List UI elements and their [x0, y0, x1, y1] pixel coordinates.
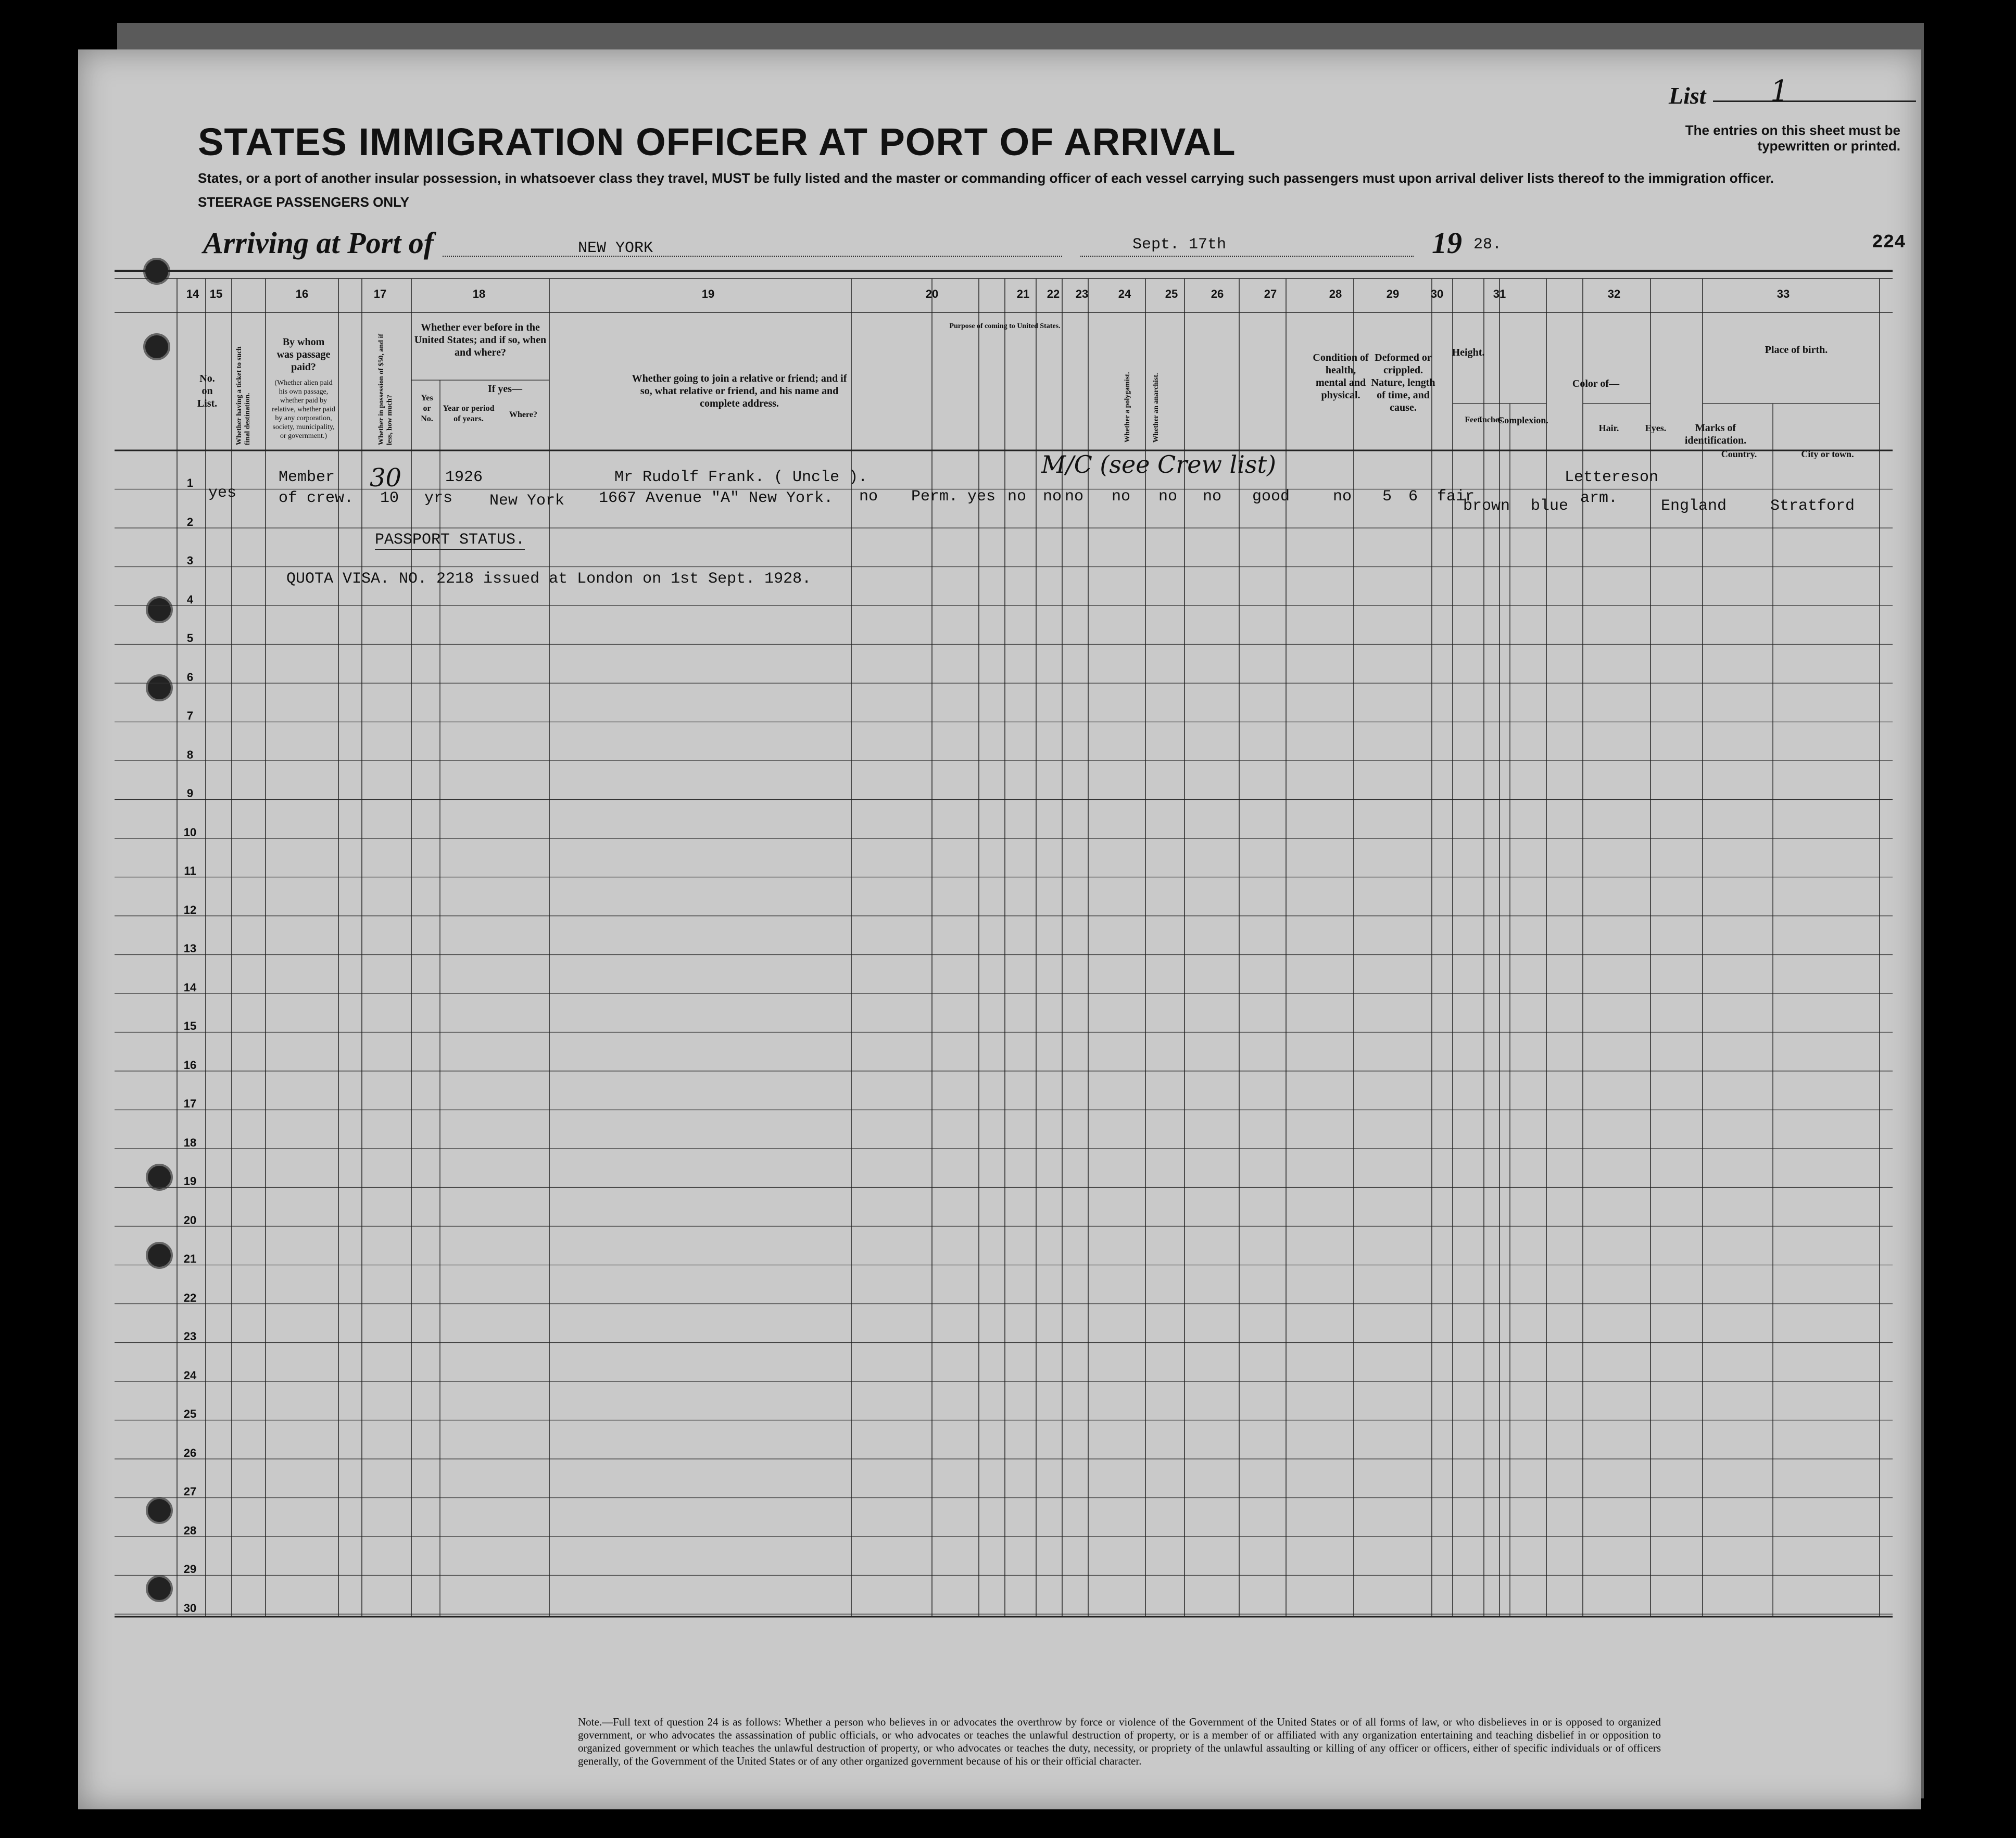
row-number: 23	[183, 1330, 197, 1343]
col-num-16: 16	[295, 287, 309, 300]
row-number: 18	[183, 1136, 197, 1149]
sheet-number: 224	[1872, 232, 1906, 253]
entry-eyes: blue	[1531, 497, 1569, 515]
entry-paid-by-line2: of crew.	[279, 489, 354, 507]
arriving-label: Arriving at Port of	[203, 226, 434, 260]
row-number: 1	[186, 476, 194, 489]
entry-col22: no	[1043, 488, 1062, 506]
col-num-28: 28	[1329, 287, 1342, 300]
row-number: 21	[183, 1252, 197, 1265]
entry-feet: 5	[1382, 488, 1392, 506]
col-num-33: 33	[1776, 287, 1790, 300]
entry-yrs: yrs	[424, 489, 453, 507]
header-passage-note: (Whether alien paid his own passage, whether paid by relative, whether paid by any corporation, society, municipality, or government.)	[272, 379, 335, 440]
header-ticket: Whether having a ticket to such final destination.	[235, 346, 251, 445]
entry-relative-line1: Mr Rudolf Frank. ( Uncle ).	[614, 469, 868, 486]
header-yes-no: Yes or No.	[421, 394, 433, 423]
row-number: 27	[183, 1485, 197, 1498]
row-number: 22	[183, 1291, 197, 1304]
row-number: 15	[183, 1019, 197, 1033]
col-num-17: 17	[373, 287, 387, 300]
list-number: 1	[1770, 74, 1789, 108]
header-relative-friend: Whether going to join a relative or friend; and if so, what relative or friend, and his name and complete address.	[632, 373, 847, 409]
header-health: Condition of health, mental and physical.	[1313, 352, 1369, 401]
header-place-of-birth: Place of birth.	[1765, 344, 1828, 356]
row-number: 17	[183, 1097, 197, 1110]
entry-col26: no	[1203, 488, 1222, 506]
row-number: 10	[183, 825, 197, 839]
row-number: 12	[183, 903, 197, 916]
row-number: 8	[186, 748, 194, 761]
row-number: 19	[183, 1175, 197, 1188]
row-number: 7	[186, 709, 194, 722]
row-number: 2	[186, 515, 194, 528]
col-num-31: 31	[1493, 287, 1506, 300]
header-anarchist: Whether an anarchist.	[1152, 373, 1160, 443]
header-deformed: Deformed or crippled. Nature, length of time, and cause.	[1371, 352, 1435, 413]
row-number: 11	[184, 864, 196, 877]
row-number: 26	[183, 1446, 197, 1459]
col-num-29: 29	[1386, 287, 1400, 300]
col-num-30: 30	[1430, 287, 1444, 300]
row-number: 5	[186, 632, 194, 645]
col-num-20: 20	[925, 287, 939, 300]
entry-hair: brown	[1463, 497, 1510, 515]
header-inches: Inches.	[1479, 416, 1505, 424]
entry-country: England	[1661, 497, 1727, 515]
header-complexion: Complexion.	[1497, 415, 1548, 425]
entry-col20-c: yes	[967, 488, 996, 506]
steerage-label: STEERAGE PASSENGERS ONLY	[198, 194, 409, 210]
row-number: 13	[183, 942, 197, 955]
header-country: Country.	[1721, 449, 1757, 459]
entry-money-handwritten: 30	[370, 463, 402, 493]
entry-year: 1926	[445, 469, 483, 486]
row-number: 14	[183, 980, 197, 994]
row-number: 6	[186, 670, 194, 684]
header-eyes: Eyes.	[1645, 423, 1667, 433]
entry-marks-line2: arm.	[1580, 489, 1618, 507]
col-num-18: 18	[472, 287, 486, 300]
col-num-23: 23	[1075, 287, 1089, 300]
entry-crew-annotation: M/C (see Crew list)	[1041, 450, 1276, 479]
col-num-14: 14	[186, 287, 199, 300]
entry-relative-line2: 1667 Avenue "A" New York.	[599, 489, 834, 507]
header-if-yes: If yes—	[487, 383, 523, 395]
form-subtitle: States, or a port of another insular possession, in whatsoever class they travel, MUST be fully listed and the master or commanding officer of each vessel carrying such passengers must upon arrival deliver lists thereof to the immigration officer.	[198, 170, 1774, 186]
entry-col21: no	[1007, 488, 1027, 506]
row-number: 3	[186, 554, 194, 567]
header-marks: Marks of identification.	[1684, 422, 1747, 446]
row-number: 30	[183, 1601, 197, 1615]
row-number: 4	[186, 593, 194, 606]
footnote-q24: Note.—Full text of question 24 is as follows: Whether a person who believes in or advocates the overthrow by force or violence of the Government of the United States or of all forms of law, or who disbelieves in or is opposed to organized government, or who advocates the assassination of public officials, or who advocates or teaches the unlawful destruction of property, or is a member of or affiliated with any organization entertaining and teaching disbelief in or opposition to organized government or which teaches the unlawful destruction of property, or who advocates or teaches the duty, necessity, or propriety of the unlawful assaulting or killing of any officer or officers, either of specific individuals or of officers generally, of the Government of the United States or of any other organized government because of his or their official character.	[578, 1716, 1661, 1767]
manifest-sheet	[78, 49, 1921, 1809]
col-num-15: 15	[209, 287, 223, 300]
entry-health: good	[1252, 488, 1290, 506]
entry-col25: no	[1158, 488, 1178, 506]
row-number: 28	[183, 1524, 197, 1537]
row-number: 9	[186, 787, 194, 800]
header-before-in-us: Whether ever before in the United States; and if so, when and where?	[414, 322, 547, 358]
col-num-25: 25	[1165, 287, 1178, 300]
row-number: 29	[183, 1563, 197, 1576]
entry-col20-a: no	[859, 488, 878, 506]
header-passage-paid: By whom was passage paid?	[276, 336, 331, 373]
list-label: List	[1669, 82, 1706, 109]
year-prefix: 19	[1432, 226, 1462, 260]
col-num-24: 24	[1118, 287, 1131, 300]
port-value: NEW YORK	[578, 240, 653, 257]
row-number: 20	[183, 1213, 197, 1227]
entry-city: Stratford	[1770, 497, 1855, 515]
col-num-32: 32	[1607, 287, 1621, 300]
header-where: Where?	[509, 410, 537, 419]
form-title: STATES IMMIGRATION OFFICER AT PORT OF ARRIVAL	[198, 120, 1236, 163]
year-suffix: 28.	[1473, 236, 1502, 254]
header-purpose: Purpose of coming to United States.	[949, 322, 1061, 330]
row-number: 16	[183, 1058, 197, 1072]
quota-visa: QUOTA VISA. NO. 2218 issued at London on 1st Sept. 1928.	[286, 570, 812, 588]
header-money: Whether in possession of $50, and if less, how much?	[377, 333, 394, 445]
header-hair: Hair.	[1598, 423, 1619, 433]
entry-col23: no	[1065, 488, 1084, 506]
entry-col24: no	[1112, 488, 1131, 506]
col-num-26: 26	[1211, 287, 1224, 300]
header-no-on-list: No. on List.	[197, 373, 218, 409]
instructions: The entries on this sheet must be typewritten or printed.	[1685, 122, 1900, 154]
entry-deformed: no	[1333, 488, 1352, 506]
col-num-19: 19	[701, 287, 715, 300]
col-num-21: 21	[1016, 287, 1030, 300]
header-polygamist: Whether a polygamist.	[1124, 372, 1131, 443]
entry-where: New York	[489, 492, 565, 510]
entry-ticket: yes	[208, 484, 237, 502]
passport-status: PASSPORT STATUS.	[375, 531, 525, 549]
col-num-27: 27	[1264, 287, 1277, 300]
row-number: 24	[183, 1368, 197, 1382]
entry-complexion: fair	[1437, 488, 1475, 506]
entry-marks-line1: Lettereson	[1565, 469, 1659, 486]
row-number: 25	[183, 1407, 197, 1420]
manifest-grid	[78, 49, 1921, 1809]
entry-paid-by-line1: Member	[279, 469, 335, 486]
entry-money-typed: 10	[380, 489, 399, 507]
header-color-of: Color of—	[1572, 378, 1620, 389]
header-feet: Feet.	[1465, 416, 1482, 424]
header-city: City or town.	[1801, 449, 1854, 459]
header-height: Height.	[1452, 347, 1485, 358]
entry-col20-b: Perm.	[911, 488, 959, 506]
entry-inches: 6	[1408, 488, 1418, 506]
header-year-period: Year or period of years.	[443, 404, 495, 423]
col-num-22: 22	[1047, 287, 1060, 300]
date-value: Sept. 17th	[1132, 236, 1227, 254]
